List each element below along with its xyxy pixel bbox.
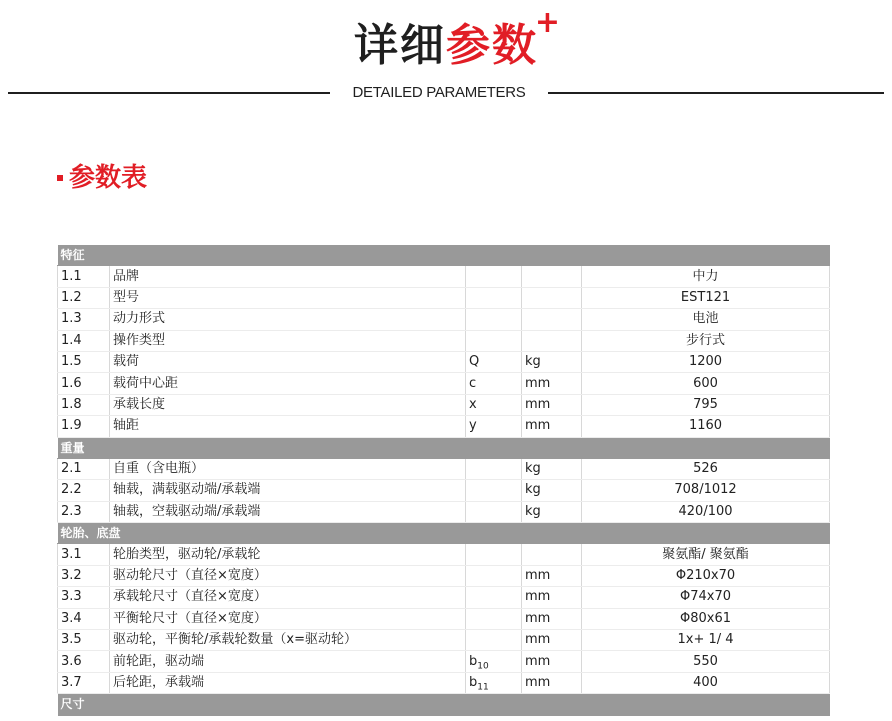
- square-bullet-icon: [57, 175, 63, 181]
- table-group-row: [58, 245, 830, 266]
- table-row: [58, 544, 830, 565]
- row-name: 轴载，满载驱动端/承载端: [110, 480, 466, 501]
- symbol-subscript: 11: [477, 682, 489, 693]
- row-name: 操作类型: [110, 330, 466, 351]
- row-name: 平衡轮尺寸（直径×宽度）: [110, 608, 466, 629]
- table-group-row: [58, 437, 830, 458]
- row-unit: mm: [522, 416, 582, 437]
- row-name: 动力形式: [110, 309, 466, 330]
- row-unit: mm: [522, 394, 582, 415]
- plus-icon: +: [534, 5, 562, 40]
- row-unit: mm: [522, 587, 582, 608]
- page-title: [354, 5, 562, 74]
- row-number: 3.3: [58, 587, 110, 608]
- row-unit: mm: [522, 672, 582, 693]
- row-value: 1200: [582, 351, 830, 372]
- row-symbol: [466, 565, 522, 586]
- row-unit: mm: [522, 608, 582, 629]
- row-symbol: [466, 373, 522, 394]
- row-symbol: [466, 672, 522, 693]
- row-symbol: [466, 480, 522, 501]
- row-number: 1.9: [58, 416, 110, 437]
- row-name: 载荷中心距: [110, 373, 466, 394]
- row-value: EST121: [582, 287, 830, 308]
- row-symbol: [466, 501, 522, 522]
- row-value: 708/1012: [582, 480, 830, 501]
- row-name: 轴载，空载驱动端/承载端: [110, 501, 466, 522]
- row-symbol: [466, 544, 522, 565]
- table-row: [58, 351, 830, 372]
- page-header: [0, 5, 892, 74]
- row-symbol: [466, 651, 522, 672]
- row-number: 3.5: [58, 630, 110, 651]
- row-name: 载荷: [110, 351, 466, 372]
- row-value: 420/100: [582, 501, 830, 522]
- row-value: 1x+ 1/ 4: [582, 630, 830, 651]
- title-red-part: 参数: [446, 20, 538, 71]
- row-number: 1.5: [58, 351, 110, 372]
- row-name: 品牌: [110, 266, 466, 287]
- row-symbol: [466, 394, 522, 415]
- row-number: 2.1: [58, 458, 110, 479]
- row-symbol: [466, 608, 522, 629]
- row-unit: mm: [522, 651, 582, 672]
- row-symbol: [466, 330, 522, 351]
- row-value: Φ210x70: [582, 565, 830, 586]
- table-row: [58, 416, 830, 437]
- table-row: [58, 309, 830, 330]
- table-row: [58, 651, 830, 672]
- row-symbol: [466, 458, 522, 479]
- row-unit: kg: [522, 480, 582, 501]
- row-unit: [522, 266, 582, 287]
- row-number: 1.1: [58, 266, 110, 287]
- row-symbol: [466, 266, 522, 287]
- row-number: 3.7: [58, 672, 110, 693]
- row-value: 步行式: [582, 330, 830, 351]
- page-subtitle: DETAILED PARAMETERS: [352, 84, 526, 101]
- table-row: [58, 266, 830, 287]
- table-row: [58, 458, 830, 479]
- group-label: 重量: [58, 437, 830, 458]
- row-unit: [522, 330, 582, 351]
- row-value: 聚氨酯/ 聚氨酯: [582, 544, 830, 565]
- row-unit: kg: [522, 501, 582, 522]
- divider-right: [548, 92, 884, 94]
- row-value: 526: [582, 458, 830, 479]
- row-unit: mm: [522, 565, 582, 586]
- section-heading: [57, 160, 147, 196]
- row-value: 电池: [582, 309, 830, 330]
- row-symbol: [466, 287, 522, 308]
- symbol-text: y: [469, 418, 477, 434]
- row-unit: mm: [522, 373, 582, 394]
- row-value: 中力: [582, 266, 830, 287]
- table-row: [58, 480, 830, 501]
- row-name: 型号: [110, 287, 466, 308]
- row-value: 795: [582, 394, 830, 415]
- title-black-part: 详细: [354, 20, 446, 71]
- row-value: Φ80x61: [582, 608, 830, 629]
- row-unit: [522, 544, 582, 565]
- table-row: [58, 672, 830, 693]
- table-row: [58, 565, 830, 586]
- table-row: [58, 630, 830, 651]
- symbol-text: x: [469, 396, 477, 412]
- row-number: 1.6: [58, 373, 110, 394]
- row-number: 3.4: [58, 608, 110, 629]
- row-value: Φ74x70: [582, 587, 830, 608]
- row-symbol: [466, 587, 522, 608]
- row-number: 1.8: [58, 394, 110, 415]
- row-value: 600: [582, 373, 830, 394]
- row-name: 前轮距，驱动端: [110, 651, 466, 672]
- table-row: [58, 330, 830, 351]
- row-name: 轮胎类型，驱动轮/承载轮: [110, 544, 466, 565]
- row-unit: [522, 287, 582, 308]
- row-name: 承载长度: [110, 394, 466, 415]
- row-number: 2.3: [58, 501, 110, 522]
- row-value: 550: [582, 651, 830, 672]
- table-group-row: [58, 694, 830, 715]
- row-number: 3.2: [58, 565, 110, 586]
- table-row: [58, 394, 830, 415]
- row-value: 400: [582, 672, 830, 693]
- group-label: 特征: [58, 245, 830, 266]
- row-symbol: [466, 309, 522, 330]
- row-number: 2.2: [58, 480, 110, 501]
- row-symbol: [466, 630, 522, 651]
- row-number: 1.4: [58, 330, 110, 351]
- symbol-text: Q: [469, 354, 480, 370]
- section-title: 参数表: [69, 163, 148, 193]
- subtitle-row: [0, 82, 892, 106]
- row-name: 轴距: [110, 416, 466, 437]
- row-symbol: [466, 416, 522, 437]
- table-row: [58, 587, 830, 608]
- divider-left: [8, 92, 330, 94]
- row-number: 1.2: [58, 287, 110, 308]
- table-row: [58, 373, 830, 394]
- symbol-text: b: [469, 653, 478, 669]
- group-label: 尺寸: [58, 694, 830, 715]
- parameter-table: [57, 245, 830, 716]
- row-symbol: [466, 351, 522, 372]
- row-value: 1160: [582, 416, 830, 437]
- table-row: [58, 287, 830, 308]
- row-name: 承载轮尺寸（直径×宽度）: [110, 587, 466, 608]
- row-unit: kg: [522, 351, 582, 372]
- group-label: 轮胎、底盘: [58, 523, 830, 544]
- parameter-table-body: [58, 245, 830, 715]
- row-unit: mm: [522, 630, 582, 651]
- table-group-row: [58, 523, 830, 544]
- symbol-text: b: [469, 675, 478, 690]
- row-unit: kg: [522, 458, 582, 479]
- row-name: 后轮距，承载端: [110, 672, 466, 693]
- row-number: 3.6: [58, 651, 110, 672]
- row-name: 驱动轮尺寸（直径×宽度）: [110, 565, 466, 586]
- table-row: [58, 608, 830, 629]
- row-number: 1.3: [58, 309, 110, 330]
- symbol-text: c: [469, 375, 477, 391]
- symbol-subscript: 10: [477, 661, 489, 672]
- row-number: 3.1: [58, 544, 110, 565]
- row-name: 驱动轮，平衡轮/承载轮数量（x=驱动轮）: [110, 630, 466, 651]
- row-unit: [522, 309, 582, 330]
- row-name: 自重（含电瓶）: [110, 458, 466, 479]
- table-row: [58, 501, 830, 522]
